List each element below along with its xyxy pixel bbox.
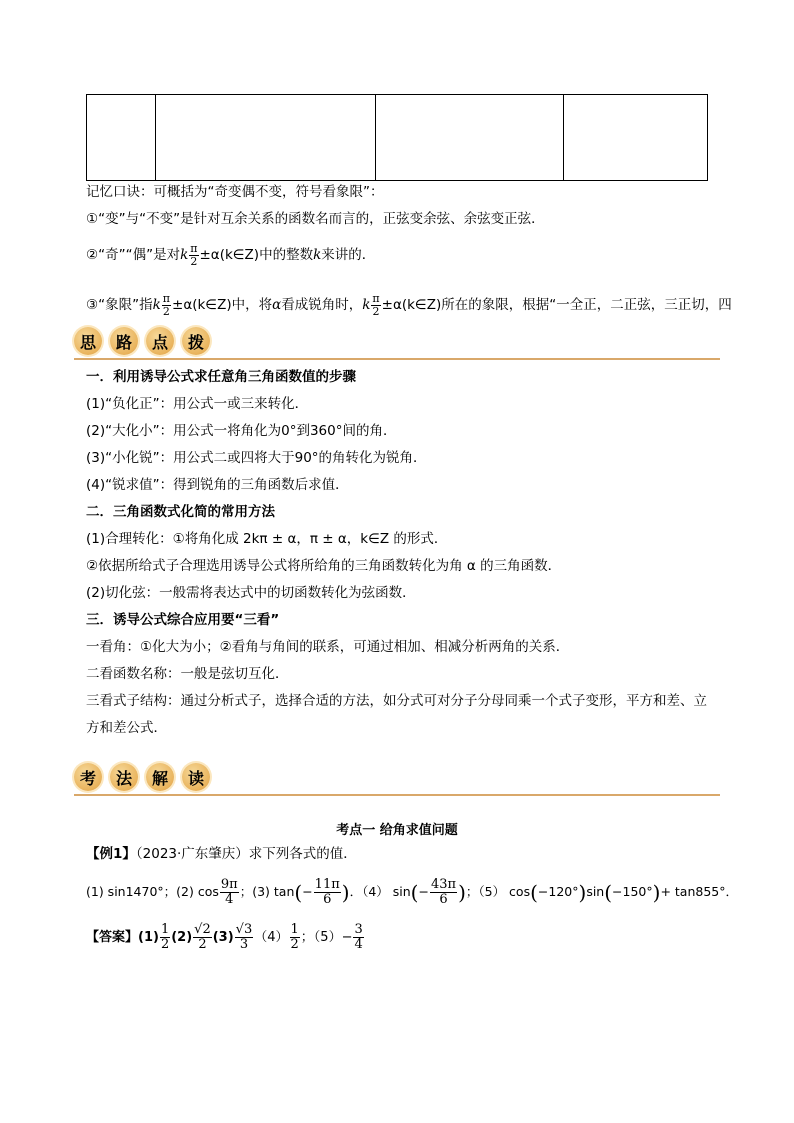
memory-title: 记忆口诀：可概括为“奇变偶不变，符号看象限”： bbox=[86, 184, 384, 200]
answer-fraction-5: $\frac{3}{4}$ bbox=[354, 922, 363, 952]
answer-fraction-3: $\frac{√3}{3}$ bbox=[235, 922, 253, 952]
step-1: (1)“负化正”：用公式一或三来转化． bbox=[86, 396, 309, 412]
banner-char: 考 bbox=[74, 763, 102, 791]
table-divider bbox=[563, 95, 564, 180]
fraction-9pi-over-4: $\frac{9\pi}{4}$ bbox=[220, 877, 238, 907]
answer-fraction-1: $\frac{1}{2}$ bbox=[160, 922, 170, 952]
section-2-line-3: (2)切化弦：一般需将表达式中的切函数转化为弦函数． bbox=[86, 585, 416, 601]
section-3-line-4: 方和差公式． bbox=[86, 720, 167, 736]
banner-char: 路 bbox=[110, 327, 138, 355]
top-table bbox=[86, 94, 708, 181]
section-3-line-1: 一看角：①化大为小；②看角与角间的联系，可通过相加、相减分析两角的关系． bbox=[86, 639, 570, 655]
step-3: (3)“小化锐”：用公式二或四将大于90°的角转化为锐角． bbox=[86, 450, 427, 466]
fraction-pi-over-2: $\frac{\pi}{2}$ bbox=[372, 291, 380, 318]
section-banner-kaofa bbox=[74, 762, 720, 796]
answer-fraction-2: $\frac{√2}{2}$ bbox=[194, 922, 211, 952]
fraction-43pi-over-6: $\frac{43\pi}{6}$ bbox=[430, 877, 457, 907]
section-3-heading: 三．诱导公式综合应用要“三看” bbox=[86, 612, 280, 628]
answer-fraction-4: $\frac{1}{2}$ bbox=[290, 922, 299, 952]
section-banner-silu bbox=[74, 326, 720, 360]
banner-char: 点 bbox=[146, 327, 174, 355]
table-divider bbox=[375, 95, 376, 180]
banner-rule bbox=[74, 358, 720, 360]
section-2-heading: 二．三角函数式化简的常用方法 bbox=[86, 504, 275, 520]
kaodian-title: 考点一 给角求值问题 bbox=[336, 823, 458, 838]
fraction-pi-over-2: $\frac{\pi}{2}$ bbox=[190, 241, 198, 268]
fraction-11pi-over-6: $\frac{11\pi}{6}$ bbox=[314, 877, 340, 907]
banner-char: 读 bbox=[182, 763, 210, 791]
banner-char: 思 bbox=[74, 327, 102, 355]
banner-char: 法 bbox=[110, 763, 138, 791]
banner-char: 拨 bbox=[182, 327, 210, 355]
example-1-header: 【例1】（2023·广东肇庆）求下列各式的值． bbox=[86, 846, 357, 862]
section-3-line-3: 三看式子结构：通过分析式子，选择合适的方法，如分式可对分子分母同乘一个式子变形，平方和差、立 bbox=[86, 693, 707, 709]
memory-item-1: ①“变”与“不变”是针对互余关系的函数名而言的，正弦变余弦、余弦变正弦． bbox=[86, 211, 545, 227]
section-2-line-2: ②依据所给式子合理选用诱导公式将所给角的三角函数转化为角 α 的三角函数． bbox=[86, 558, 562, 574]
section-2-line-1: (1)合理转化：①将角化成 2kπ ± α，π ± α，k∈Z 的形式． bbox=[86, 531, 448, 547]
section-3-line-2: 二看函数名称：一般是弦切互化． bbox=[86, 666, 289, 682]
answer-1: 【答案】(1) $\frac{1}{2}$ (2) $\frac{√2}{2}$ (3) $\frac{√3}{3}$ （4） $\frac{1}{2}$ ；（5）− $\frac{3}{4}$ bbox=[86, 922, 363, 952]
step-4: (4)“锐求值”：得到锐角的三角函数后求值． bbox=[86, 477, 349, 493]
memory-item-3: ③“象限”指k $\frac{\pi}{2}$ ±α(k∈Z)中，将α看成锐角时，k $\frac{\pi}{2}$ ±α(k∈Z)所在的象限，根据“一全正，二正弦，三正切，四 bbox=[86, 291, 732, 318]
banner-rule bbox=[74, 794, 720, 796]
memory-item-2: ②“奇”“偶”是对k $\frac{\pi}{2}$ ±α(k∈Z)中的整数k来讲的． bbox=[86, 241, 376, 268]
section-1-heading: 一．利用诱导公式求任意角三角函数值的步骤 bbox=[86, 369, 356, 385]
example-1-expressions: (1) sin1470°；(2) cos $\frac{9\pi}{4}$ ；(3) tan(− $\frac{11\pi}{6}$ )．（4） sin(− $\frac{43\pi}{6}$ )；（5） cos(−120°)sin(−150°)+ tan855°． bbox=[86, 877, 738, 907]
table-divider bbox=[155, 95, 156, 180]
step-2: (2)“大化小”：用公式一将角化为0°到360°间的角． bbox=[86, 423, 397, 439]
banner-char: 解 bbox=[146, 763, 174, 791]
fraction-pi-over-2: $\frac{\pi}{2}$ bbox=[162, 291, 171, 318]
